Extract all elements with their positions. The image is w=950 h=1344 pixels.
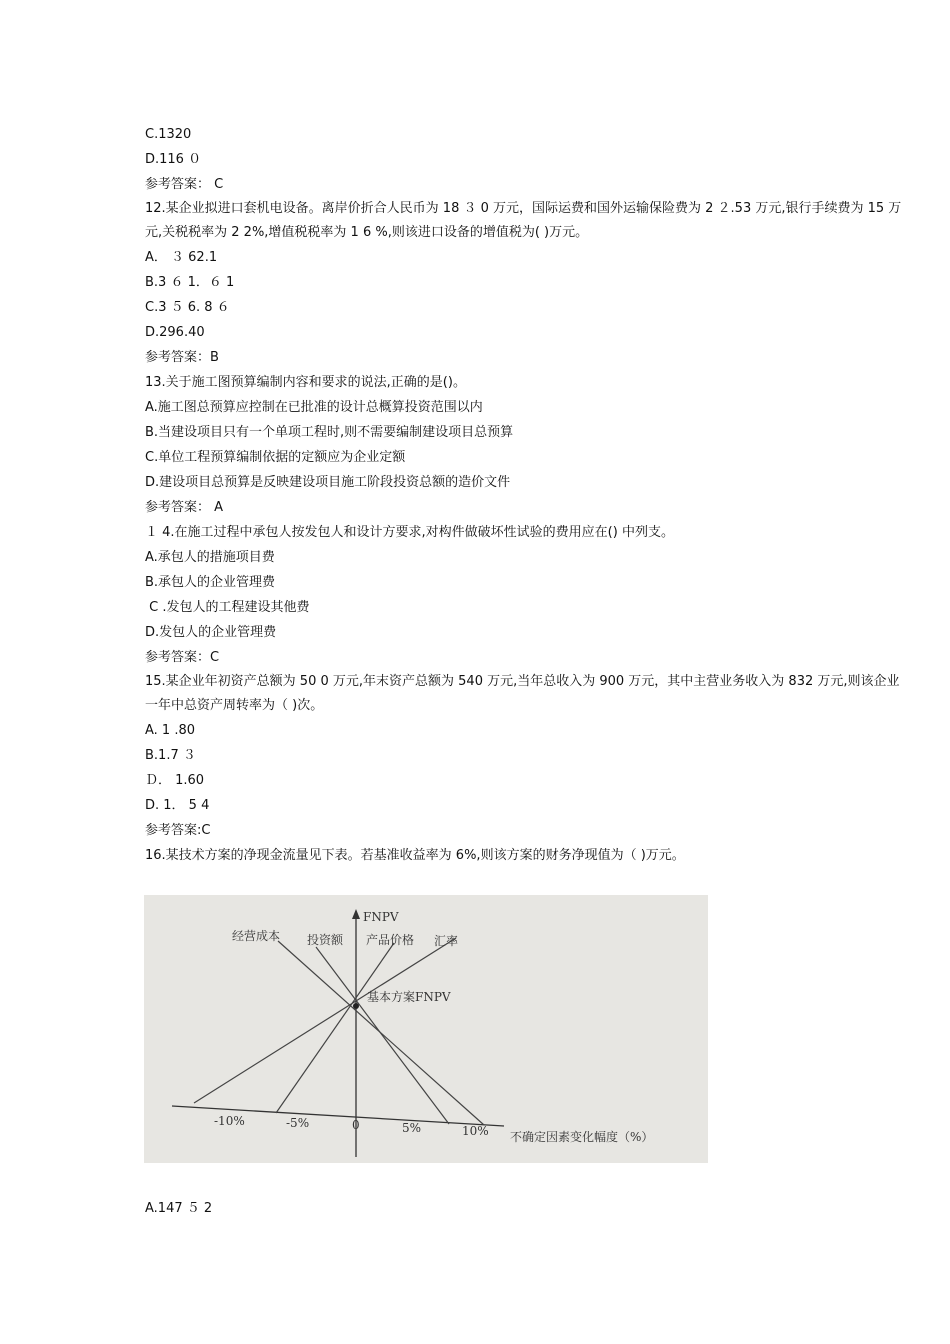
text-line: B.1.7 ３: [145, 748, 196, 763]
line-label-exchange-rate: 汇率: [434, 934, 459, 948]
x-axis-label: 不确定因素变化幅度（%）: [510, 1130, 654, 1144]
text-line: 参考答案： A: [145, 500, 224, 515]
text-line: D.建设项目总预算是反映建设项目施工阶段投资总额的造价文件: [145, 475, 511, 490]
text-line: Ｄ． 1.60: [145, 773, 205, 788]
text-line: A.承包人的措施项目费: [145, 550, 275, 565]
text-line: 参考答案： C: [145, 177, 224, 192]
center-label: 基本方案FNPV: [367, 990, 451, 1004]
text-line: A． ３ 62.1: [145, 250, 218, 265]
tick-label: 0: [352, 1118, 360, 1132]
text-line: 参考答案：B: [145, 350, 219, 365]
tick-label: 10%: [462, 1124, 489, 1138]
text-line: 参考答案：C: [145, 650, 220, 665]
question-13: 13.关于施工图预算编制内容和要求的说法,正确的是()。: [145, 375, 466, 390]
base-point: [353, 1003, 359, 1009]
tick-label: 5%: [402, 1121, 422, 1135]
line-label-product-price: 产品价格: [366, 933, 415, 947]
text-line: B.当建设项目只有一个单项工程时,则不需要编制建设项目总预算: [145, 425, 514, 440]
text-line: D.116 ０: [145, 152, 202, 167]
text-line: D.发包人的企业管理费: [145, 625, 277, 640]
text-line: A.施工图总预算应控制在已批准的设计总概算投资范围以内: [145, 400, 483, 415]
question-12: 12.某企业拟进口套机电设备。离岸价折合人民币为 18 ３ 0 万元，国际运费和国外运输保险费为 2 ２.53 万元,银行手续费为 15 万元,关税税率为 2 2%,增值税税率为 1 6 %,则该进口设备的增值税为( )万元。: [145, 201, 902, 240]
text-line: C .发包人的工程建设其他费: [145, 600, 310, 615]
text-line: C.1320: [145, 127, 192, 142]
question-16: 16.某技术方案的净现金流量见下表。若基准收益率为 6%,则该方案的财务净现值为（ )万元。: [145, 848, 685, 863]
text-line: 参考答案:C: [145, 823, 211, 838]
text-line: C.3 ５ 6. 8 ６: [145, 300, 230, 315]
text-line: B.3 ６ 1．６ 1: [145, 275, 235, 290]
tick-label: -5%: [286, 1116, 310, 1130]
tick-label: -10%: [214, 1114, 245, 1128]
text-line: C.单位工程预算编制依据的定额应为企业定额: [145, 450, 406, 465]
line-label-investment: 投资额: [307, 933, 344, 947]
sensitivity-diagram: [144, 895, 708, 1163]
text-line: D.296.40: [145, 325, 205, 340]
line-label-operating-cost: 经营成本: [232, 929, 281, 943]
text-line: A. 1 .80: [145, 723, 196, 738]
question-14: １ 4.在施工过程中承包人按发包人和设计方要求,对构件做破坏性试验的费用应在() 中列支。: [145, 525, 674, 540]
text-line: D. 1． 5 4: [145, 798, 210, 813]
question-15: 15.某企业年初资产总额为 50 0 万元,年末资产总额为 540 万元,当年总收入为 900 万元，其中主营业务收入为 832 万元,则该企业一年中总资产周转率为（ )次。: [145, 674, 900, 713]
answer-option-a: A.147 ５ 2: [145, 1201, 213, 1216]
text-line: B.承包人的企业管理费: [145, 575, 276, 590]
question-text: [145, 122, 905, 868]
y-axis-label: FNPV: [363, 910, 399, 924]
